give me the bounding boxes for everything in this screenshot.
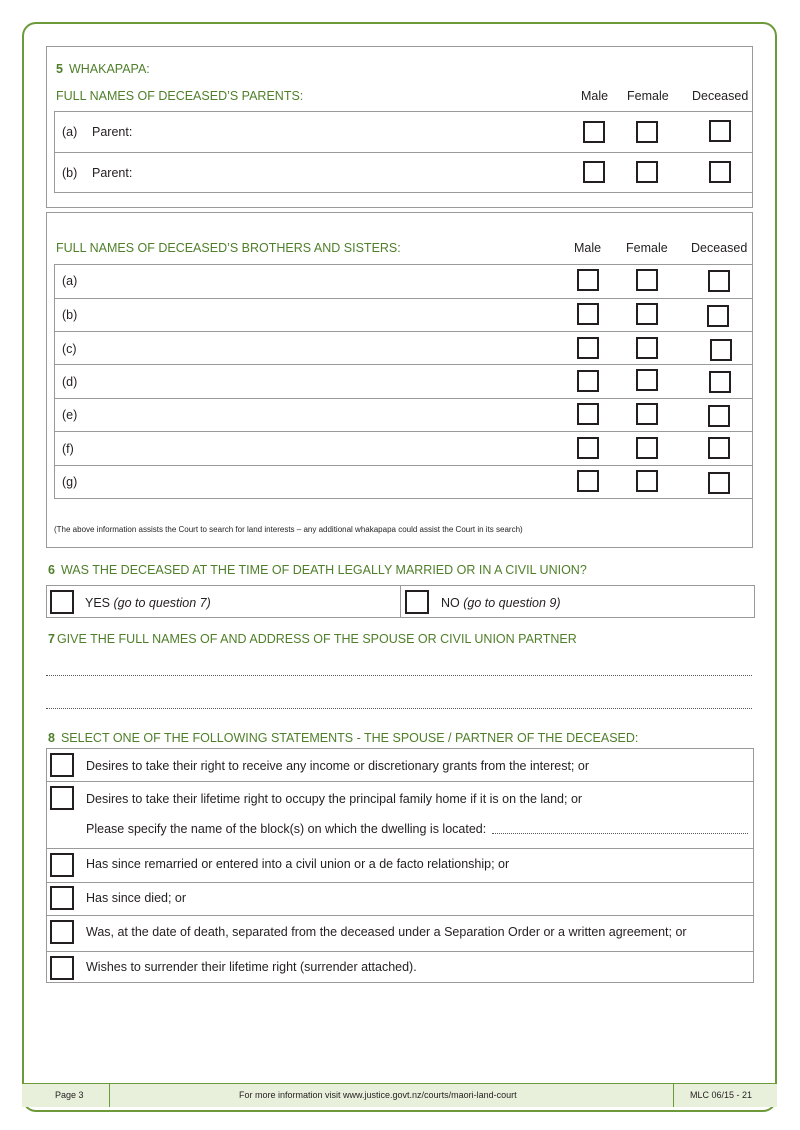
block-name-line[interactable]: [492, 833, 748, 834]
page-footer: [22, 1083, 777, 1107]
sibling-c-deceased-checkbox[interactable]: [710, 339, 732, 361]
sibling-f-deceased-checkbox[interactable]: [708, 437, 730, 459]
statement-divider: [46, 882, 754, 883]
statement-divider: [46, 951, 754, 952]
sibling-g-deceased-checkbox[interactable]: [708, 472, 730, 494]
sibling-a-deceased-checkbox[interactable]: [708, 270, 730, 292]
statement-separated-checkbox[interactable]: [50, 920, 74, 944]
statement-divider: [46, 848, 754, 849]
sibling-letter: (d): [62, 375, 78, 389]
section7-question: 7 GIVE THE FULL NAMES OF AND ADDRESS OF THE SPOUSE OR CIVIL UNION PARTNER: [48, 632, 577, 646]
block-name-prompt: Please specify the name of the block(s) on which the dwelling is located:: [86, 822, 487, 836]
parent-b-female-checkbox[interactable]: [636, 161, 658, 183]
sibling-b-deceased-checkbox[interactable]: [707, 305, 729, 327]
sibling-e-female-checkbox[interactable]: [636, 403, 658, 425]
sibling-b-female-checkbox[interactable]: [636, 303, 658, 325]
statement-died-checkbox[interactable]: [50, 886, 74, 910]
statement-surrender-checkbox[interactable]: [50, 956, 74, 980]
sibling-c-female-checkbox[interactable]: [636, 337, 658, 359]
siblings-heading: FULL NAMES OF DECEASED’S BROTHERS AND SISTERS:: [56, 241, 401, 255]
whakapapa-note: (The above information assists the Court to search for land interests – any additional whakapapa could assist the Court in its search): [54, 525, 523, 534]
sibling-row-divider: [54, 431, 753, 432]
parent-b-male-checkbox[interactable]: [583, 161, 605, 183]
statement-home-label: Desires to take their lifetime right to occupy the principal family home if it is on the land; or: [86, 792, 583, 806]
statement-divider: [46, 781, 754, 782]
yes-label: YES (go to question 7): [85, 596, 211, 610]
sibling-g-female-checkbox[interactable]: [636, 470, 658, 492]
sibling-d-male-checkbox[interactable]: [577, 370, 599, 392]
footer-info-link[interactable]: For more information visit www.justice.govt.nz/courts/maori-land-court: [239, 1090, 517, 1100]
section5-title: 5 WHAKAPAPA:: [56, 62, 150, 76]
parent-b-deceased-checkbox[interactable]: [709, 161, 731, 183]
parents-row-divider: [54, 152, 753, 153]
no-checkbox[interactable]: [405, 590, 429, 614]
sibling-b-male-checkbox[interactable]: [577, 303, 599, 325]
footer-page-number: Page 3: [55, 1090, 84, 1100]
parents-heading: FULL NAMES OF DECEASED’S PARENTS:: [56, 89, 304, 103]
sibling-row-divider: [54, 364, 753, 365]
sibling-a-female-checkbox[interactable]: [636, 269, 658, 291]
sibling-letter: (f): [62, 442, 74, 456]
statement-remarried-checkbox[interactable]: [50, 853, 74, 877]
yes-checkbox[interactable]: [50, 590, 74, 614]
statement-income-checkbox[interactable]: [50, 753, 74, 777]
sibling-c-male-checkbox[interactable]: [577, 337, 599, 359]
sibling-letter: (a): [62, 274, 78, 288]
parent-letter: (b): [62, 166, 78, 180]
no-label: NO (go to question 9): [441, 596, 561, 610]
parent-label: Parent:: [92, 125, 133, 139]
sibling-letter: (e): [62, 408, 78, 422]
statement-income-label: Desires to take their right to receive any income or discretionary grants from the interest; or: [86, 759, 589, 773]
section6-question: 6 WAS THE DECEASED AT THE TIME OF DEATH LEGALLY MARRIED OR IN A CIVIL UNION?: [48, 563, 587, 577]
col-deceased-label: Deceased: [692, 89, 749, 103]
col-male-label: Male: [581, 89, 609, 103]
sibling-letter: (b): [62, 308, 78, 322]
sibling-f-male-checkbox[interactable]: [577, 437, 599, 459]
col-deceased-label: Deceased: [691, 241, 748, 255]
col-female-label: Female: [626, 241, 668, 255]
col-male-label: Male: [574, 241, 602, 255]
sibling-d-deceased-checkbox[interactable]: [709, 371, 731, 393]
statement-died-label: Has since died; or: [86, 891, 187, 905]
sibling-e-deceased-checkbox[interactable]: [708, 405, 730, 427]
sibling-e-male-checkbox[interactable]: [577, 403, 599, 425]
statement-surrender-label: Wishes to surrender their lifetime right (surrender attached).: [86, 960, 417, 974]
parent-a-male-checkbox[interactable]: [583, 121, 605, 143]
sibling-f-female-checkbox[interactable]: [636, 437, 658, 459]
sibling-row-divider: [54, 398, 753, 399]
parent-a-female-checkbox[interactable]: [636, 121, 658, 143]
statement-remarried-label: Has since remarried or entered into a civil union or a de facto relationship; or: [86, 857, 510, 871]
statement-home-checkbox[interactable]: [50, 786, 74, 810]
spouse-name-line[interactable]: [46, 675, 752, 676]
sibling-d-female-checkbox[interactable]: [636, 369, 658, 391]
footer-divider: [109, 1084, 110, 1107]
sibling-g-male-checkbox[interactable]: [577, 470, 599, 492]
statement-divider: [46, 915, 754, 916]
sibling-letter: (g): [62, 475, 78, 489]
parent-letter: (a): [62, 125, 78, 139]
section8-question: 8 SELECT ONE OF THE FOLLOWING STATEMENTS - THE SPOUSE / PARTNER OF THE DECEASED:: [48, 731, 639, 745]
parent-a-deceased-checkbox[interactable]: [709, 120, 731, 142]
sibling-row-divider: [54, 465, 753, 466]
sibling-row-divider: [54, 331, 753, 332]
sibling-a-male-checkbox[interactable]: [577, 269, 599, 291]
spouse-address-line[interactable]: [46, 708, 752, 709]
marital-options-divider: [400, 585, 401, 618]
col-female-label: Female: [627, 89, 669, 103]
footer-form-code: MLC 06/15 - 21: [690, 1090, 753, 1100]
sibling-letter: (c): [62, 342, 77, 356]
footer-divider: [673, 1084, 674, 1107]
sibling-row-divider: [54, 298, 753, 299]
statement-separated-label: Was, at the date of death, separated from the deceased under a Separation Order or a written agreement; or: [86, 925, 687, 939]
parent-label: Parent:: [92, 166, 133, 180]
